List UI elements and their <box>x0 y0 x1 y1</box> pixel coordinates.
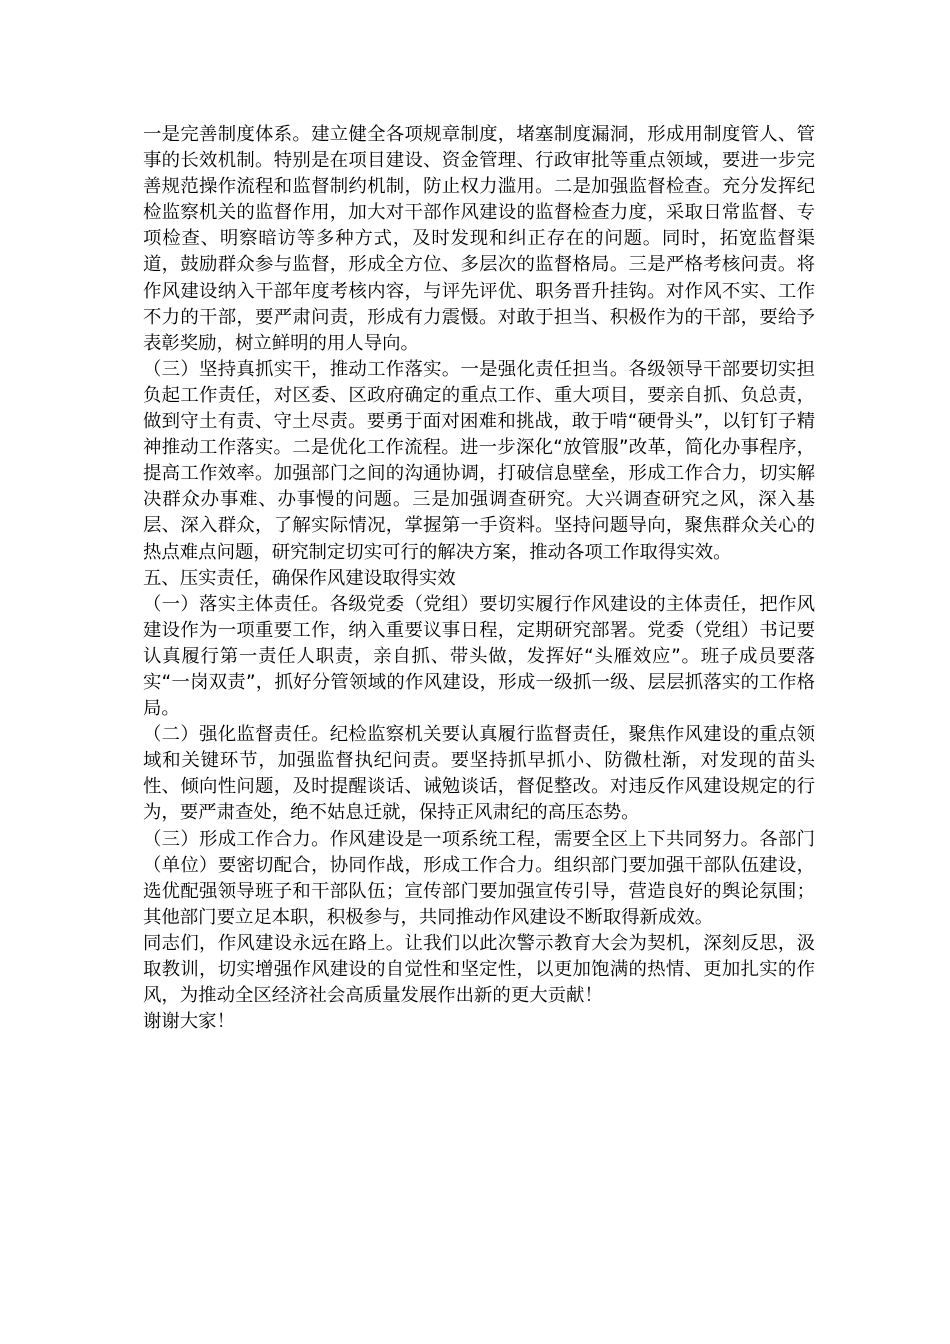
paragraph-joint-effort: （三）形成工作合力。作风建设是一项系统工程，需要全区上下共同努力。各部门（单位）要密切配合，协同作战，形成工作合力。组织部门要加强干部队伍建设，选优配强领导班子和干部队伍；宣传部门要加强宣传引导，营造良好的舆论氛围；其他部门要立足本职，积极参与，共同推动作风建设不断取得新成效。 <box>143 828 815 928</box>
paragraph-work-implementation: （三）坚持真抓实干，推动工作落实。一是强化责任担当。各级领导干部要切实担负起工作责任，对区委、区政府确定的重点工作、重大项目，要亲自抓、负总责，做到守土有责、守土尽责。要勇于面对困难和挑战，敢于啃“硬骨头”，以钉钉子精神推动工作落实。二是优化工作流程。进一步深化“放管服”改革，简化办事程序，提高工作效率。加强部门之间的沟通协调，打破信息壁垒，形成工作合力，切实解决群众办事难、办事慢的问题。三是加强调查研究。大兴调查研究之风，深入基层、深入群众，了解实际情况，掌握第一手资料。坚持问题导向，聚焦群众关心的热点难点问题，研究制定切实可行的解决方案，推动各项工作取得实效。 <box>143 358 815 563</box>
paragraph-system-supervision: 一是完善制度体系。建立健全各项规章制度，堵塞制度漏洞，形成用制度管人、管事的长效机制。特别是在项目建设、资金管理、行政审批等重点领域，要进一步完善规范操作流程和监督制约机制，防止权力滥用。二是加强监督检查。充分发挥纪检监察机关的监督作用，加大对干部作风建设的监督检查力度，采取日常监督、专项检查、明察暗访等多种方式，及时发现和纠正存在的问题。同时，拓宽监督渠道，鼓励群众参与监督，形成全方位、多层次的监督格局。三是严格考核问责。将作风建设纳入干部年度考核内容，与评先评优、职务晋升挂钩。对作风不实、工作不力的干部，要严肃问责，形成有力震慑。对敢于担当、积极作为的干部，要给予表彰奖励，树立鲜明的用人导向。 <box>143 124 815 354</box>
paragraph-supervision-responsibility: （二）强化监督责任。纪检监察机关要认真履行监督责任，聚焦作风建设的重点领域和关键环节，加强监督执纪问责。要坚持抓早抓小、防微杜渐，对发现的苗头性、倾向性问题，及时提醒谈话、诫勉谈话，督促整改。对违反作风建设规定的行为，要严肃查处，绝不姑息迁就，保持正风肃纪的高压态势。 <box>143 724 815 824</box>
paragraph-thanks: 谢谢大家！ <box>143 1011 235 1033</box>
document-body <box>143 122 815 1035</box>
paragraph-main-responsibility: （一）落实主体责任。各级党委（党组）要切实履行作风建设的主体责任，把作风建设作为一项重要工作，纳入重要议事日程，定期研究部署。党委（党组）书记要认真履行第一责任人职责，亲自抓、带头做，发挥好“头雁效应”。班子成员要落实“一岗双责”，抓好分管领域的作风建设，形成一级抓一级、层层抓落实的工作格局。 <box>143 593 815 720</box>
paragraph-closing-remarks: 同志们，作风建设永远在路上。让我们以此次警示教育大会为契机，深刻反思，汲取教训，切实增强作风建设的自觉性和坚定性，以更加饱满的热情、更加扎实的作风，为推动全区经济社会高质量发展作出新的更大贡献！ <box>143 932 815 1007</box>
section-heading-five: 五、压实责任，确保作风建设取得实效 <box>143 567 456 589</box>
